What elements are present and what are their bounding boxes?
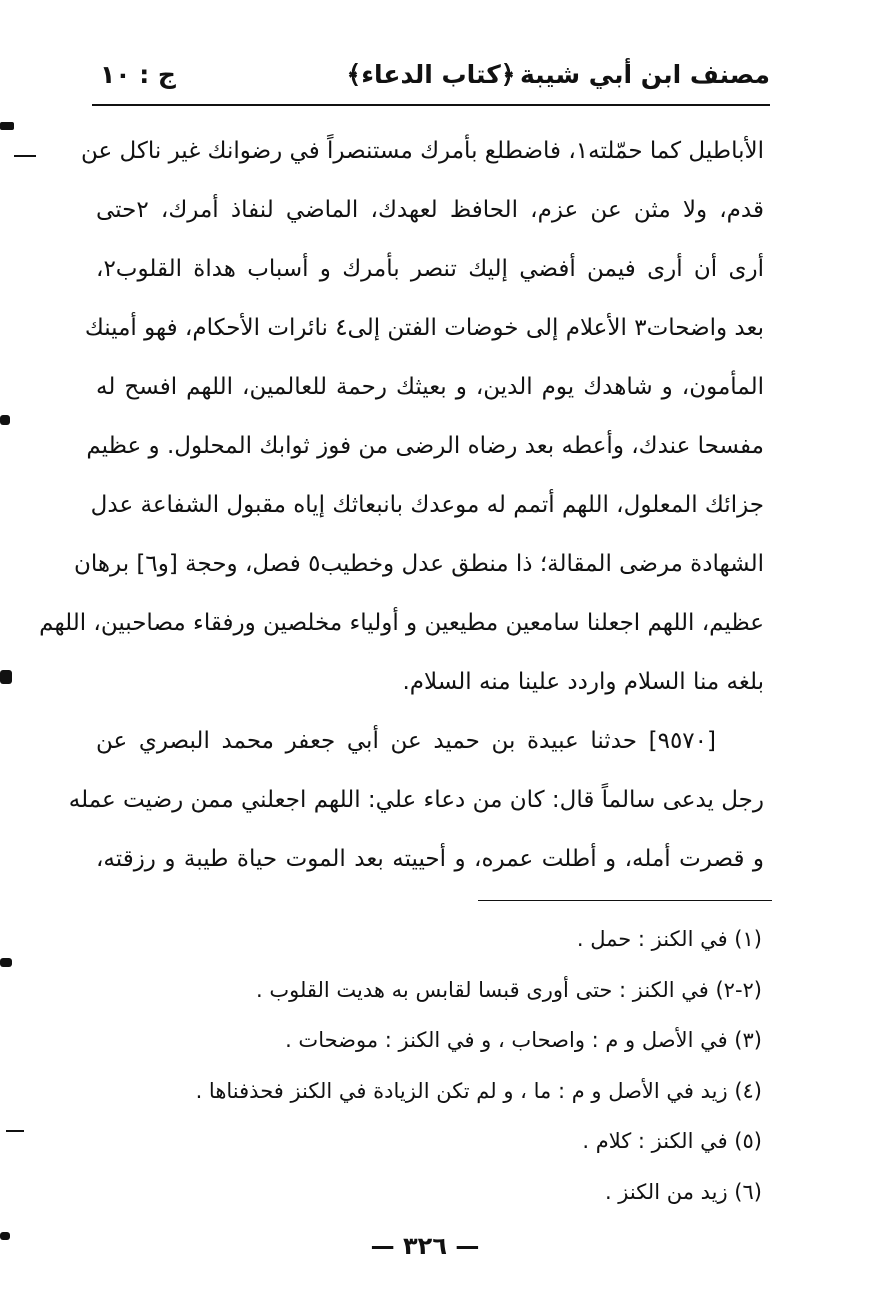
text-line: الأباطيل كما حمّلته١، فاضطلع بأمرك مستنصراً في رضوانك غير ناكل عن: [80, 138, 764, 164]
footnotes: [142, 914, 762, 1217]
text-line: مفسحا عندك، وأعطه بعد رضاه الرضى من فوز ثوابك المحلول. و عظيم: [86, 433, 764, 459]
text-line: قدم، ولا مثن عن عزم، الحافظ لعهدك، الماضي لنفاذ أمرك، ٢حتى: [96, 197, 764, 223]
main-text: [39, 122, 764, 889]
text-line: الشهادة مرضى المقالة؛ ذا منطق عدل وخطيب٥ فصل، وحجة [و٦] برهان: [74, 551, 764, 577]
paragraph-2: [68, 712, 764, 889]
binding-mark: [0, 1232, 10, 1240]
binding-mark: [0, 958, 12, 967]
text-line: أرى أن أرى فيمن أفضي إليك تنصر بأمرك و أسباب هداة القلوب٢،: [96, 256, 764, 282]
text-line: بلغه منا السلام واردد علينا منه السلام.: [402, 669, 764, 695]
text-line: عظيم، اللهم اجعلنا سامعين مطيعين و أولياء مخلصين ورفقاء مصاحبين، اللهم: [39, 610, 764, 636]
footnote-1: (١) في الكنز : حمل .: [576, 927, 762, 951]
binding-mark: [0, 122, 14, 130]
volume-number: ج : ١٠: [100, 60, 176, 89]
binding-mark: [6, 1130, 24, 1132]
text-line: جزائك المعلول، اللهم أتمم له موعدك بانبعاثك إياه مقبول الشفاعة عدل: [90, 492, 764, 518]
page-number: — ٣٢٦ —: [370, 1232, 480, 1260]
binding-mark: [0, 415, 10, 425]
header-divider: [92, 104, 770, 106]
chapter-title: ﴿كتاب الدعاء﴾: [346, 60, 516, 89]
text-line: المأمون، و شاهدك يوم الدين، و بعيثك رحمة للعالمين، اللهم افسح له: [96, 374, 764, 400]
binding-mark: [0, 670, 12, 684]
footnote-4: (٤) زيد في الأصل و م : ما ، و لم تكن الزيادة في الكنز فحذفناها .: [195, 1078, 762, 1103]
binding-mark: [14, 155, 36, 157]
footnote-6: (٦) زيد من الكنز .: [604, 1179, 762, 1204]
text-line: بعد واضحات٣ الأعلام إلى خوضات الفتن إلى٤ نائرات الأحكام، فهو أمينك: [84, 315, 764, 341]
footnote-5: (٥) في الكنز : كلام .: [582, 1129, 762, 1153]
text-line: و قصرت أمله، و أطلت عمره، و أحييته بعد الموت حياة طيبة و رزقته،: [96, 846, 764, 872]
running-header: [92, 56, 770, 100]
text-line: رجل يدعى سالماً قال: كان من دعاء علي: اللهم اجعلني ممن رضيت عمله: [68, 787, 764, 813]
footnote-2: (٢-٢) في الكنز : حتى أورى قبسا لقابس به هديت القلوب .: [255, 977, 762, 1002]
book-title: مصنف ابن أبي شيبة: [519, 60, 770, 89]
footnote-divider: [478, 900, 772, 901]
footnote-3: (٣) في الأصل و م : واصحاب ، و في الكنز : موضحات .: [285, 1028, 762, 1052]
paragraph-1: [39, 122, 764, 712]
text-line: [٩٥٧٠] حدثنا عبيدة بن حميد عن أبي جعفر محمد البصري عن: [96, 728, 716, 754]
